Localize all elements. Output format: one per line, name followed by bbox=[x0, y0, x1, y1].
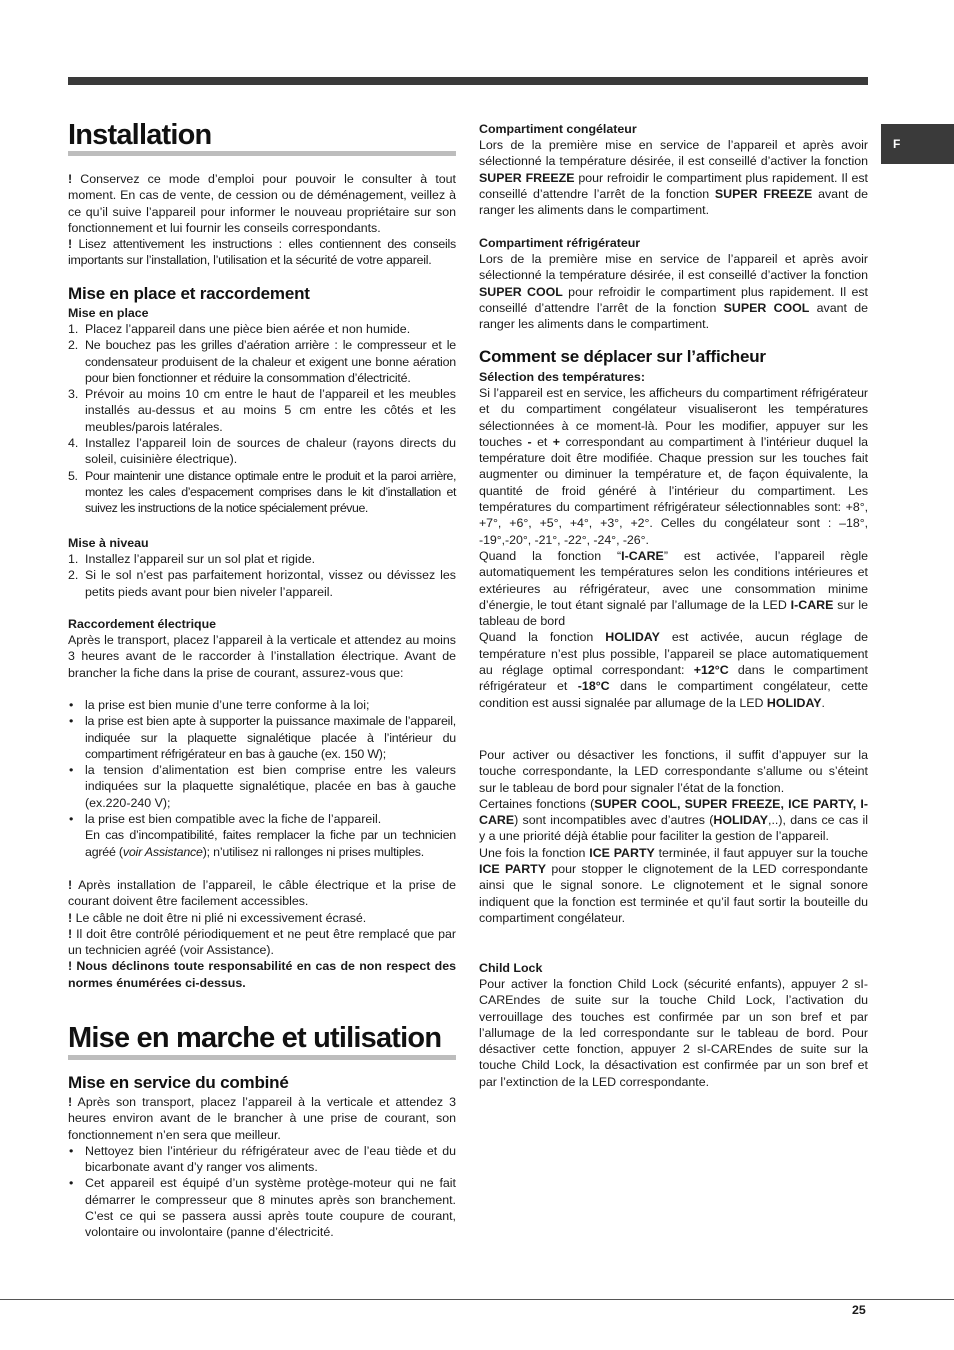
list-item: En cas d’incompatibilité, faites remplacer la fiche par un technicien agréé (voir Assistance); n’utilisez ni rallonges ni prises multiples. bbox=[85, 828, 456, 859]
fridge-heading: Compartiment réfrigérateur bbox=[479, 236, 641, 250]
startup-body bbox=[68, 1094, 456, 1241]
freezer-text: Lors de la première mise en service de l’appareil et après avoir sélectionné la température désirée, il est conseillé d’activer la fonction SUPER FREEZE pour refroidir le compartiment plus rapidement. Il est conseillé d’attendre l’arrêt de la fonction SUPER FREEZE avant de ranger les aliments dans le compartiment. bbox=[479, 138, 868, 218]
list-item: 3. Prévoir au moins 10 cm entre le haut de l’appareil et les meubles installés au-dessus et au moins 5 cm entre les côtés et les meubles/parois latérales. bbox=[68, 387, 456, 434]
installation-intro bbox=[68, 171, 456, 269]
liability-warning: ! Nous déclinons toute responsabilité en cas de non respect des normes énumérées ci-dessus. bbox=[68, 959, 456, 990]
installation-title: Installation bbox=[68, 119, 212, 151]
functions-body bbox=[479, 747, 868, 926]
functions-paragraph-3: Une fois la fonction ICE PARTY terminée, il faut appuyer sur la touche ICE PARTY pour stopper le clignotement de la LED correspondante ainsi que le signal sonore. Le clignotement et le signal sonore indiquent que la fonction est terminée et qu’il faut sortir la bouteille du compartiment congélateur. bbox=[479, 845, 869, 925]
placement-list bbox=[68, 321, 456, 517]
intro-paragraph-2: ! Lisez attentivement les instructions : elles contiennent des conseils importants sur l’installation, l’utilisation et la sécurité de votre appareil. bbox=[68, 237, 456, 268]
list-item: • la tension d’alimentation est bien comprise entre les valeurs indiquées sur la plaquette signalétique, placée en bas à gauche (ex.220-240 V); bbox=[68, 762, 456, 811]
electrical-list bbox=[68, 697, 456, 860]
list-item: • Nettoyez bien l’intérieur du réfrigérateur avec de l’eau tiède et du bicarbonate avant d’y ranger vos aliments. bbox=[68, 1143, 456, 1176]
startup-heading: Mise en service du combiné bbox=[68, 1073, 289, 1092]
childlock-heading: Child Lock bbox=[479, 961, 543, 975]
intro-paragraph-1: ! Conservez ce mode d’emploi pour pouvoir le consulter à tout moment. En cas de vente, de cession ou de déménagement, veillez à ce qu’il suive l’appareil pour informer le nouveau propriétaire sur son fonctionnement et lui fournir les conseils correspondants. bbox=[68, 172, 456, 235]
list-item: 1. Placez l’appareil dans une pièce bien aérée et non humide. bbox=[68, 322, 411, 336]
list-item: 2. Si le sol n’est pas parfaitement horizontal, vissez ou dévissez les petits pieds avant pour bien niveler l’appareil. bbox=[68, 568, 456, 599]
warning: ! Le câble ne doit être ni plié ni excessivement écrasé. bbox=[68, 910, 367, 925]
level-list bbox=[68, 551, 456, 600]
placement-heading: Mise en place et raccordement bbox=[68, 284, 310, 303]
childlock-text: Pour activer la fonction Child Lock (sécurité enfants), appuyer 2 sI-CAREndes de suite sur la touche Child Lock, l’activation du verrouillage des touches est confirmée par un son bref et par l’allumage de la led correspondante sur le tableau de bord. Pour désactiver cette fonction, appuyer 2 sI-CAREndes de suite sur la touche Child Lock, la désactivation est confirmée par un son bref et par l’extinction de la LED correspondante. bbox=[479, 977, 868, 1089]
warning: ! Il doit être contrôlé périodiquement et ne peut être remplacé que par un technicien agréé (voir Assistance). bbox=[68, 926, 456, 958]
electrical-warnings bbox=[68, 877, 456, 991]
level-subheading: Mise à niveau bbox=[68, 536, 149, 550]
list-item: 4. Installez l’appareil loin de sources de chaleur (rayons directs du soleil, cuisinière électrique). bbox=[68, 436, 456, 467]
page-number: 25 bbox=[852, 1303, 866, 1317]
title-rule bbox=[68, 151, 456, 156]
footer-rule bbox=[0, 1299, 954, 1300]
list-item: 1. Installez l’appareil sur un sol plat et rigide. bbox=[68, 552, 316, 566]
display-paragraph-3: Quand la fonction HOLIDAY est activée, aucun réglage de température n’est plus possible, l’appareil se place automatiquement au réglage optimal correspondant: +12°C dans le compartiment réfrigérateur et -18°C dans le compartiment congélateur, cette condition est aussi signalée par allumage de la LED HOLIDAY. bbox=[479, 630, 868, 710]
list-item: • la prise est bien apte à supporter la puissance maximale de l’appareil, indiquée sur la plaquette signalétique placée à l’intérieur du compartiment réfrigérateur en bas à gauche (ex. 150 W); bbox=[68, 713, 456, 762]
electrical-subheading: Raccordement électrique bbox=[68, 617, 217, 631]
placement-subheading: Mise en place bbox=[68, 306, 149, 320]
top-bar bbox=[68, 77, 868, 85]
freezer-heading: Compartiment congélateur bbox=[479, 122, 637, 136]
functions-paragraph-1: Pour activer ou désactiver les fonctions, il suffit d’appuyer sur la touche correspondante, la LED correspondante s’allume ou s’éteint sur le tableau de bord pour signaler l’état de la fonction. bbox=[479, 748, 868, 795]
electrical-intro: Après le transport, placez l’appareil à la verticale et attendez au moins 3 heures avant de le raccorder à l’installation électrique. Avant de brancher la fiche dans la prise de courant, assurez-vous que: bbox=[68, 633, 456, 680]
warning: ! Après installation de l’appareil, le câble électrique et la prise de courant doivent être facilement accessibles. bbox=[68, 878, 456, 909]
list-item: 5. Pour maintenir une distance optimale entre le produit et la paroi arrière, montez les cales d’espacement comprises dans le kit d’installation et suivez les instructions de la notice spécialement prévue. bbox=[68, 468, 456, 516]
functions-paragraph-2: Certaines fonctions (SUPER COOL, SUPER FREEZE, ICE PARTY, I-CARE) sont incompatibles avec d’autres (HOLIDAY,..), dans ce cas il y a une priorité déjà établie pour faciliter la gestion de l’appareil. bbox=[479, 796, 868, 844]
list-item: • Cet appareil est équipé d’un système protège-moteur qui ne fait démarrer le compresseur que 8 minutes après son branchement. C’est ce qui se passera aussi après toute coupure de courant, volontaire ou involontaire (panne d’électricité. bbox=[68, 1175, 456, 1240]
display-paragraph-1: Si l’appareil est en service, les afficheurs du compartiment réfrigérateur et du compartiment congélateur visualiseront les températures sélectionnées à ce moment-là. Pour les modifier, appuyer sur les touches - et + correspondant au compartiment à l’intérieur duquel la température doit être modifiée. Chaque pression sur les touches fait augmenter ou diminuer la température et, de façon équivalente, la quantité de froid généré à l’intérieur du compartiment. Les températures du compartiment réfrigérateur sélectionnables sont: +8°, +7°, +6°, +5°, +4°, +3°, +2°. Celles du congélateur sont : –18°, -19°,-20°, -21°, -22°, -24°, -26°. bbox=[479, 386, 868, 547]
display-paragraph-2: Quand la fonction “I-CARE” est activée, l’appareil règle automatiquement les températures selon les conditions intérieures et extérieures au réfrigérateur, avec une consommation minime d’énergie, le tout étant signalé par l’allumage de la LED I-CARE sur le tableau de bord bbox=[479, 548, 868, 629]
list-item: • la prise est bien munie d’une terre conforme à la loi; bbox=[68, 697, 456, 713]
fridge-text: Lors de la première mise en service de l’appareil et après avoir sélectionné la température désirée, il est conseillé d’activer la fonction SUPER COOL pour refroidir le compartiment plus rapidement. Il est conseillé d’attendre l’arrêt de la fonction SUPER COOL avant de ranger les aliments dans le compartiment. bbox=[479, 252, 868, 332]
title-rule bbox=[68, 1055, 456, 1060]
display-subheading: Sélection des températures: bbox=[479, 370, 645, 384]
language-tab: F bbox=[881, 124, 954, 164]
startup-intro: ! Après son transport, placez l’appareil à la verticale et attendez 3 heures environ avant de le brancher à une prise de courant, son fonctionnement n’en sera que meilleur. bbox=[68, 1095, 456, 1142]
list-item: • la prise est bien compatible avec la fiche de l’appareil. bbox=[68, 811, 456, 827]
startup-title: Mise en marche et utilisation bbox=[68, 1022, 442, 1054]
startup-list bbox=[68, 1143, 456, 1241]
display-heading: Comment se déplacer sur l’afficheur bbox=[479, 347, 766, 366]
list-item: 2. Ne bouchez pas les grilles d’aération arrière : le compresseur et le condensateur produisent de la chaleur et exigent une bonne aération pour bien fonctionner et réduire la consommation d’électricité. bbox=[68, 338, 456, 385]
display-body bbox=[479, 385, 868, 711]
